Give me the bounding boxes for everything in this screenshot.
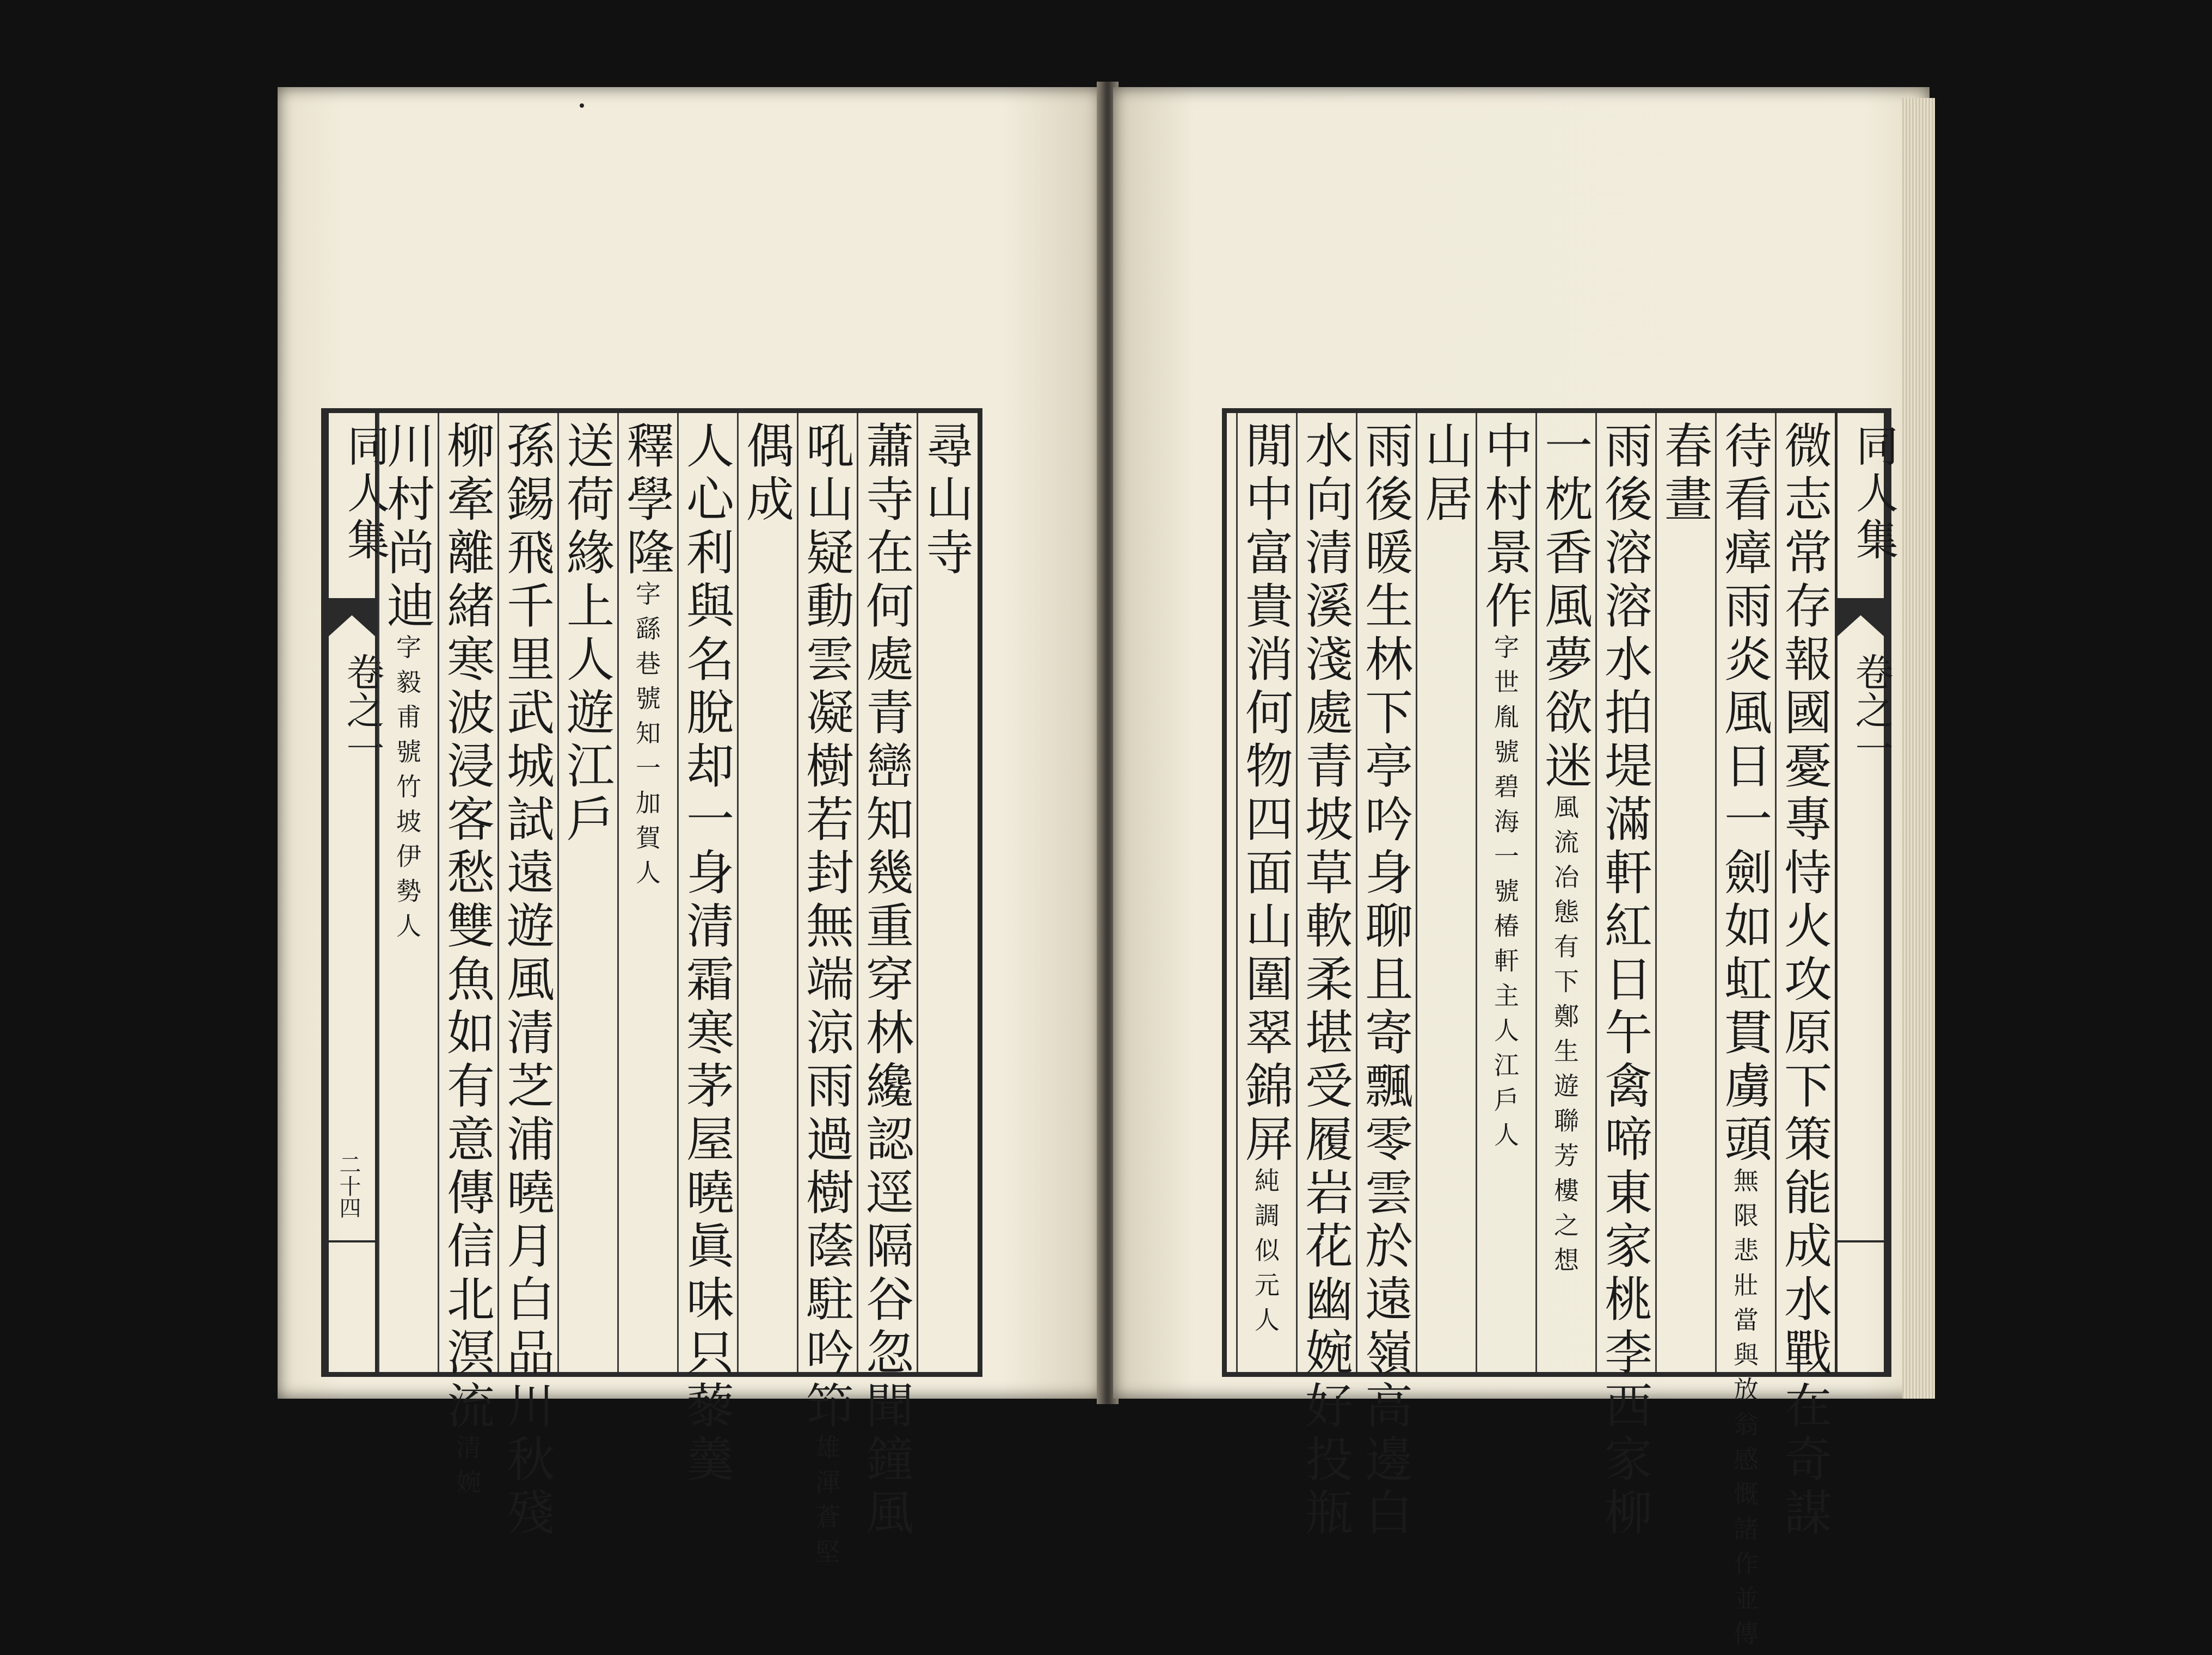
column-main-text: 尋山寺: [918, 421, 974, 581]
column-main-text: 偶成: [739, 421, 795, 527]
column-main-text: 雨後暖生林下亭吟身聊且寄飄零雲於遠嶺高邊白: [1357, 421, 1414, 1541]
column-main-text: 人心利與名脫却一身清霜寒茅屋曉眞味只藜羹: [679, 421, 735, 1487]
column-main-text: 閒中富貴消何物四面山圍翠錦屏: [1238, 421, 1294, 1167]
left-page: [278, 87, 1102, 1573]
column-main-text: 雨後溶溶水拍堤滿軒紅日午禽啼東家桃李西家柳: [1597, 421, 1653, 1541]
open-book: [261, 82, 1949, 1655]
column-main-text: 山居: [1417, 421, 1473, 527]
column-main-text: 水向清溪淺處青坡草軟柔堪受履岩花幽婉好投瓶: [1298, 421, 1354, 1541]
text-column: [497, 413, 557, 1541]
column-main-text: 送荷緣上人遊江戶: [559, 421, 615, 847]
hashira-title: 同人集: [340, 424, 389, 564]
text-column: [1655, 413, 1715, 1372]
right-page: [1113, 87, 1930, 1655]
column-main-text: 待看瘴雨炎風日一劍如虹貫虜頭: [1717, 421, 1773, 1167]
column-main-text: 釋學隆: [619, 421, 675, 581]
column-annotation: 字繇巷號知一加賀人: [632, 581, 661, 894]
column-annotation: 風流冶態有下鄭生遊聯芳樓之想: [1550, 794, 1580, 1282]
text-column: [1715, 413, 1775, 1655]
left-page-hashira: [326, 413, 389, 1372]
column-main-text: 一枕香風夢欲迷: [1537, 421, 1593, 794]
text-column: [1416, 413, 1476, 1372]
fish-tail-mark: [329, 598, 375, 636]
column-main-text: 川村尚迪: [379, 421, 435, 634]
text-column: [1535, 413, 1595, 1372]
hashira-page-number: 二十四: [336, 1153, 361, 1219]
text-column: [617, 413, 677, 1372]
text-column: [677, 413, 737, 1487]
text-column: [438, 413, 497, 1504]
text-column: [797, 413, 857, 1573]
hashira-volume: 卷之一: [340, 653, 385, 767]
hashira-volume: 卷之一: [1849, 653, 1894, 767]
column-main-text: 孫錫飛千里武城試遠遊風清芝浦曉月白品川秋殘: [499, 421, 555, 1541]
text-column: [1595, 413, 1655, 1541]
column-main-text: 中村景作: [1477, 421, 1533, 634]
text-column: [378, 413, 438, 1372]
column-main-text: 微志常存報國憂專恃火攻原下策能成水戰在奇謀: [1777, 421, 1833, 1541]
hashira-title: 同人集: [1849, 424, 1898, 564]
hashira-rule: [1838, 1240, 1884, 1242]
text-column: [917, 413, 976, 1372]
text-column: [1356, 413, 1416, 1541]
column-main-text: 柳牽離緒寒波浸客愁雙魚如有意傳信北溟流: [439, 421, 495, 1434]
fish-tail-mark: [1838, 598, 1884, 636]
text-column: [1236, 413, 1296, 1372]
left-text-frame: [321, 408, 982, 1573]
column-main-text: 春晝: [1657, 421, 1713, 527]
text-column: [737, 413, 797, 1372]
ink-dot: [580, 103, 584, 108]
page-edges: [1902, 98, 1935, 1399]
column-main-text: 蕭寺在何處青巒知幾重穿林纔認逕隔谷忽聞鐘風: [858, 421, 914, 1541]
text-column: [1775, 413, 1835, 1541]
text-column: [1476, 413, 1535, 1372]
column-annotation: 純調似元人: [1251, 1167, 1280, 1342]
right-text-frame: [1222, 408, 1898, 1655]
column-annotation: 字毅甫號竹坡伊勢人: [392, 634, 422, 948]
column-main-text: 吼山疑動雲凝樹若封無端涼雨過樹蔭駐吟笻: [798, 421, 855, 1434]
column-annotation: 無限悲壯當與放翁感慨諸作並傳: [1730, 1167, 1759, 1655]
column-annotation: 字世胤號碧海一號椿軒主人江戶人: [1490, 634, 1520, 1156]
column-annotation: 雄渾蒼堅: [812, 1434, 841, 1573]
column-annotation: 清婉: [452, 1434, 482, 1504]
text-column: [857, 413, 917, 1541]
text-column: [557, 413, 617, 1372]
right-page-hashira: [1835, 413, 1898, 1372]
hashira-rule: [329, 1240, 375, 1242]
text-column: [1296, 413, 1356, 1541]
